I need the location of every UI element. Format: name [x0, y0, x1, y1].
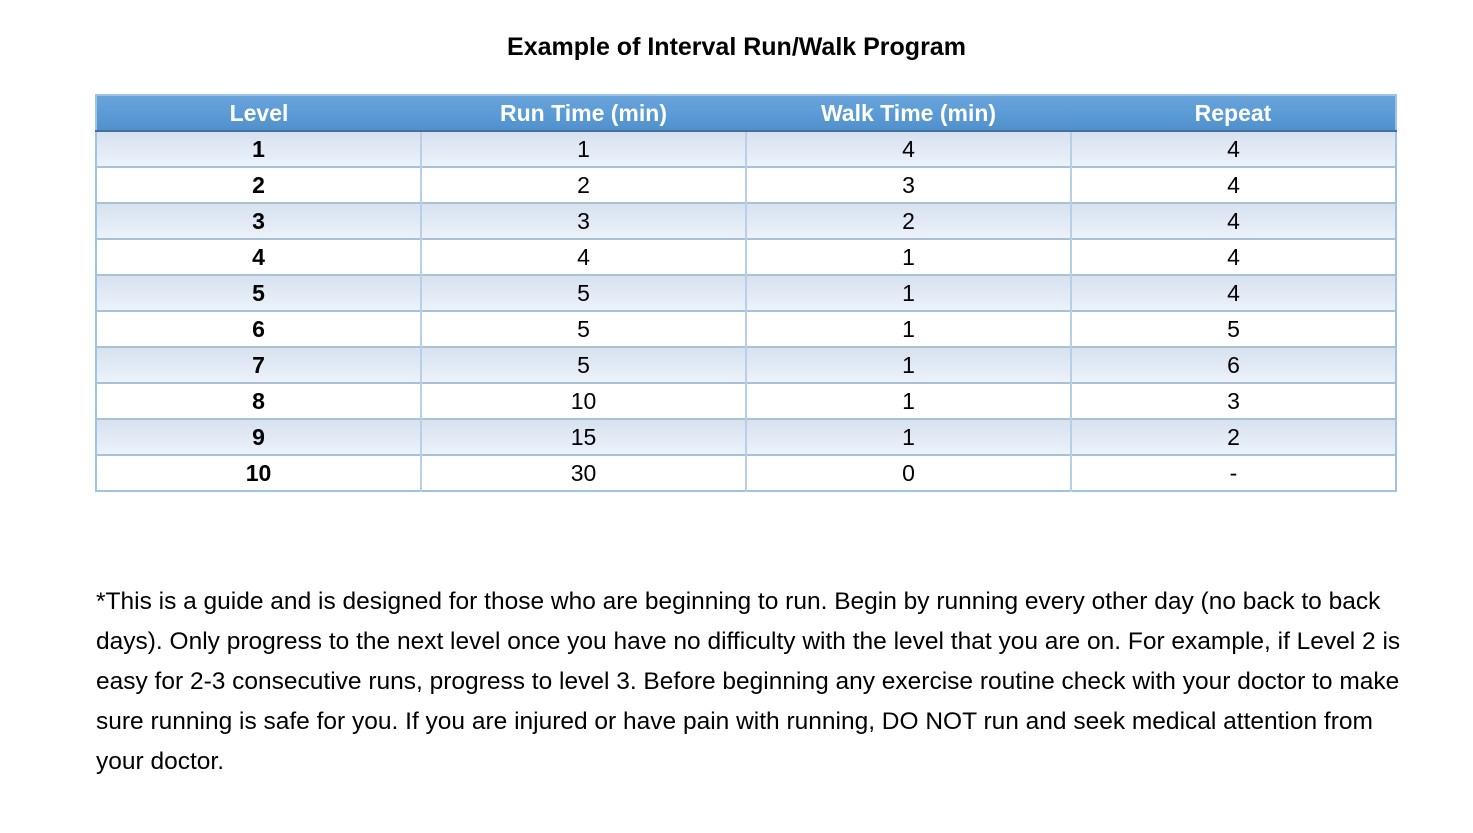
table-header [96, 95, 1396, 131]
table-cell: 10 [421, 383, 746, 419]
table-row [96, 275, 1396, 311]
table-cell: 1 [746, 311, 1071, 347]
table-cell: 1 [746, 239, 1071, 275]
column-header-repeat: Repeat [1071, 95, 1396, 131]
table-cell: 4 [1071, 131, 1396, 167]
table-header-row [96, 95, 1396, 131]
table-row [96, 203, 1396, 239]
table-cell: 15 [421, 419, 746, 455]
column-header-run-time-min: Run Time (min) [421, 95, 746, 131]
table-cell: 8 [96, 383, 421, 419]
table-row [96, 383, 1396, 419]
table-row [96, 347, 1396, 383]
table-cell: 5 [421, 275, 746, 311]
table-cell: 1 [421, 131, 746, 167]
table-cell: 1 [746, 419, 1071, 455]
table-cell: 30 [421, 455, 746, 491]
table-cell: 3 [421, 203, 746, 239]
table-row [96, 455, 1396, 491]
table-cell: - [1071, 455, 1396, 491]
table-cell: 4 [421, 239, 746, 275]
table-cell: 2 [1071, 419, 1396, 455]
footnote-text: *This is a guide and is designed for those who are beginning to run. Begin by running every other day (no back to back days). Only progress to the next level once you have no difficulty with the level that you are on. For example, if Level 2 is easy for 2-3 consecutive runs, progress to level 3. Before beginning any exercise routine check with your doctor to make sure running is safe for you. If you are injured or have pain with running, DO NOT run and seek medical attention from your doctor. [96, 588, 1401, 775]
table-cell: 6 [1071, 347, 1396, 383]
table-cell: 3 [1071, 383, 1396, 419]
table-cell: 4 [1071, 203, 1396, 239]
table-cell: 2 [746, 203, 1071, 239]
table-cell: 10 [96, 455, 421, 491]
table-cell: 5 [421, 347, 746, 383]
table-cell: 3 [746, 167, 1071, 203]
table-cell: 4 [96, 239, 421, 275]
table-cell: 1 [746, 275, 1071, 311]
table-cell: 1 [746, 383, 1071, 419]
table-row [96, 311, 1396, 347]
column-header-level: Level [96, 95, 421, 131]
table-cell: 4 [746, 131, 1071, 167]
table-cell: 2 [421, 167, 746, 203]
table-row [96, 131, 1396, 167]
table-cell: 2 [96, 167, 421, 203]
table-body [96, 131, 1396, 491]
table-cell: 5 [96, 275, 421, 311]
interval-program-table [95, 94, 1397, 492]
table-cell: 4 [1071, 167, 1396, 203]
table-cell: 3 [96, 203, 421, 239]
table-row [96, 239, 1396, 275]
table-cell: 9 [96, 419, 421, 455]
table-cell: 6 [96, 311, 421, 347]
table-cell: 4 [1071, 239, 1396, 275]
table-cell: 5 [421, 311, 746, 347]
table-cell: 7 [96, 347, 421, 383]
table-row [96, 419, 1396, 455]
column-header-walk-time-min: Walk Time (min) [746, 95, 1071, 131]
table-cell: 5 [1071, 311, 1396, 347]
table-cell: 1 [96, 131, 421, 167]
page-title: Example of Interval Run/Walk Program [507, 33, 966, 61]
table-row [96, 167, 1396, 203]
table-cell: 1 [746, 347, 1071, 383]
table-cell: 4 [1071, 275, 1396, 311]
table-cell: 0 [746, 455, 1071, 491]
